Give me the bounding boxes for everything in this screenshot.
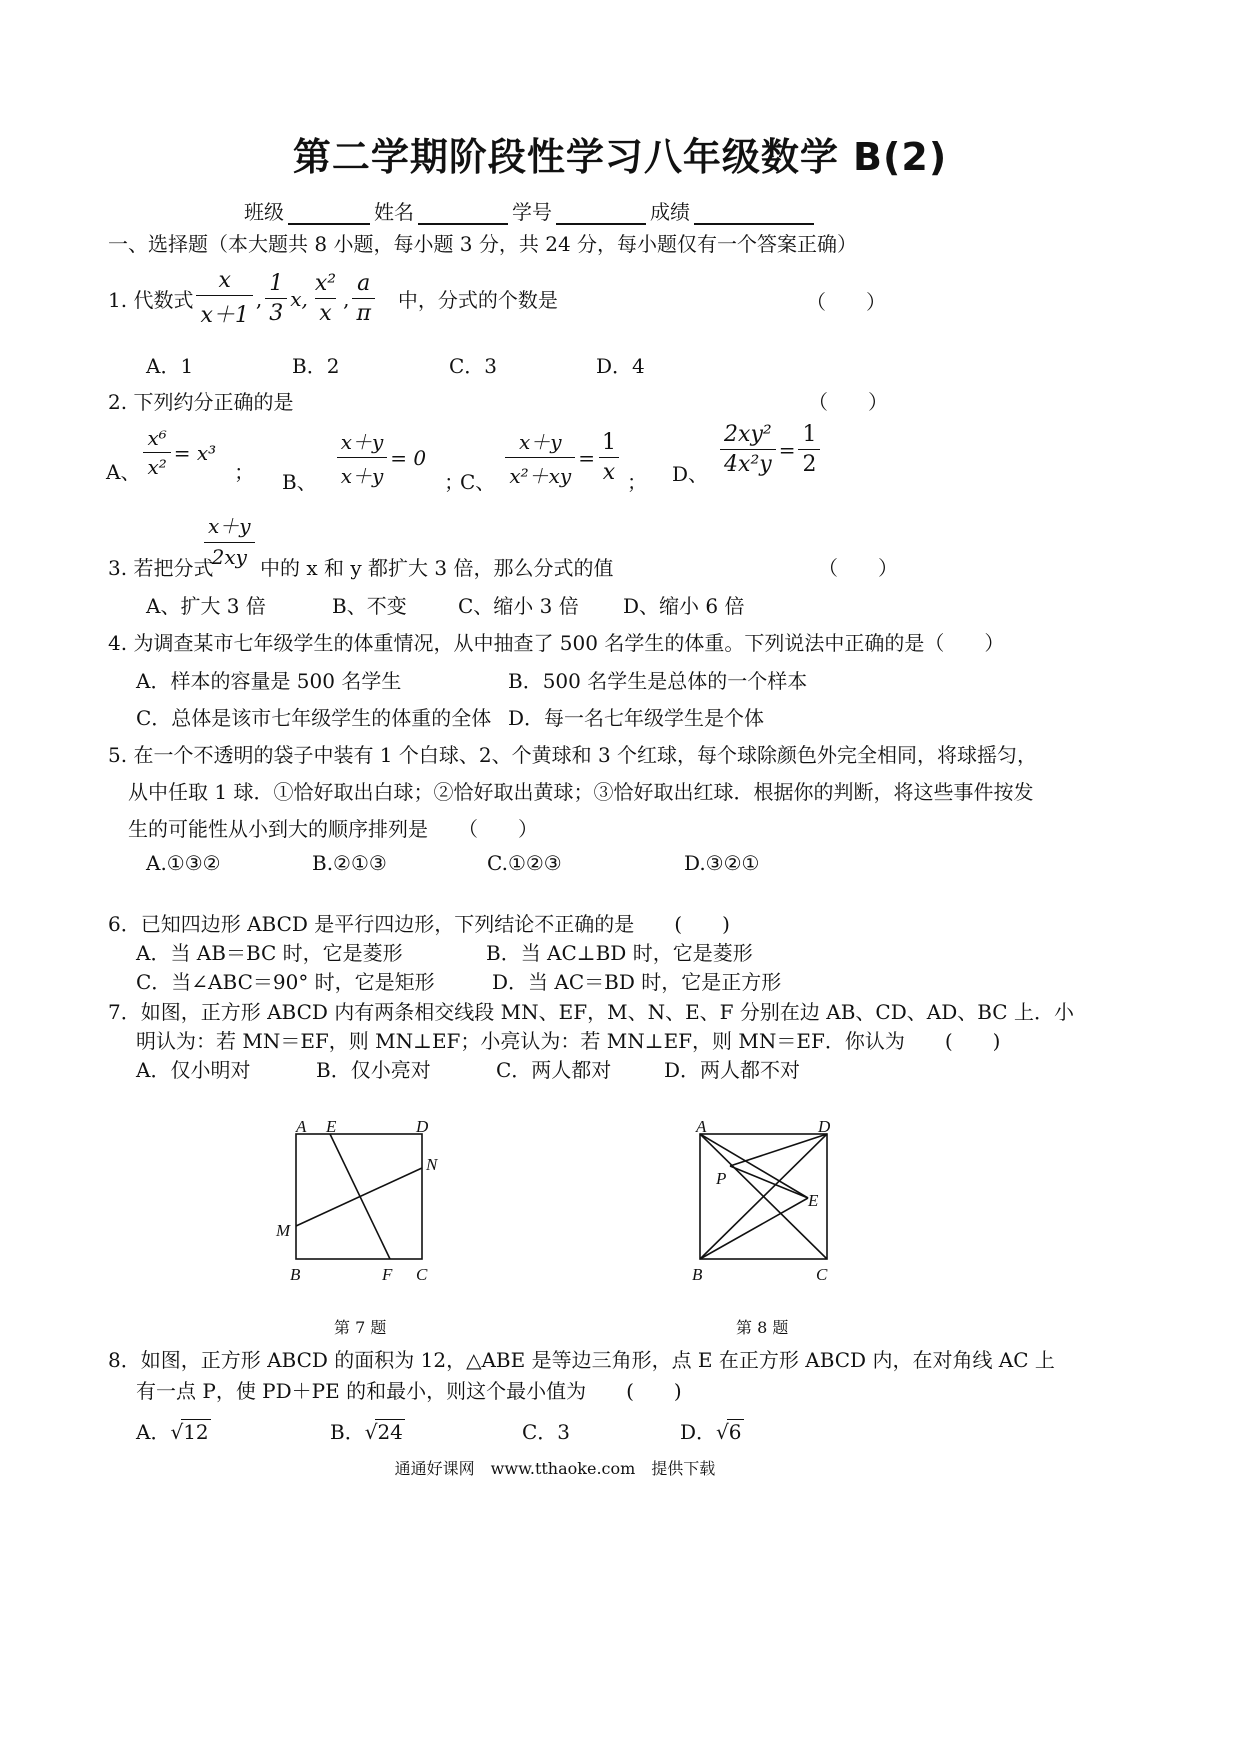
fig8-label-a: A — [696, 1117, 707, 1136]
figure-8-caption: 第 8 题 — [736, 1318, 789, 1337]
student-info-line — [244, 196, 818, 225]
q7-option-a: A．仅小明对 — [136, 1058, 251, 1082]
q1-fraction-4: $\frac{a}{\pi}$ — [352, 271, 374, 326]
q1-fraction-3: $\frac{\text{x²}}{x}$ — [314, 271, 337, 326]
fig8-segment-dp — [730, 1134, 827, 1166]
q3-option-b: B、不变 — [332, 594, 407, 618]
q2-d-rhs-fraction: $\frac{1}{2}$ — [798, 422, 820, 477]
id-label: 学号 — [512, 200, 552, 224]
section-heading: 一、选择题（本大题共 8 小题，每小题 3 分，共 24 分，每小题仅有一个答案正确） — [108, 232, 858, 256]
figure-8-square — [680, 1108, 880, 1288]
question-5-line-2: 从中任取 1 球．①恰好取出白球；②恰好取出黄球；③恰好取出红球．根据你的判断，将这些事件按发 — [128, 780, 1034, 804]
fig7-label-a: A — [296, 1117, 307, 1136]
q1-text-b: 中，分式的个数是 — [397, 288, 558, 312]
fig7-label-m: M — [276, 1221, 291, 1240]
question-5-line-3: 生的可能性从小到大的顺序排列是 （ ） — [128, 817, 538, 841]
question-1-stem: 1. 代数式 $\frac{x}{x+1}$ , $\frac{1}{3}$ x, $\frac{\text{x²}}{x}$ , $\frac{a}{\pi}$ 中，分式的个数是 — [108, 268, 558, 328]
q2-answer-paren: （ ） — [808, 390, 888, 414]
q1-option-c: C．3 — [449, 354, 498, 378]
q1-option-d: D．4 — [596, 354, 645, 378]
q8-option-d: D．√6 — [680, 1420, 742, 1444]
q4-option-d: D．每一名七年级学生是个体 — [508, 706, 765, 730]
q1-answer-paren: （ ） — [806, 290, 886, 314]
question-7-line-2: 明认为：若 MN＝EF，则 MN⊥EF；小亮认为：若 MN⊥EF，则 MN＝EF．你认为 ( ) — [136, 1029, 1001, 1053]
q4-option-a: A．样本的容量是 500 名学生 — [136, 669, 402, 693]
q2-option-c: C、 $\frac{x+y}{\text{x²＋xy}}$ = $\frac{1}{x}$ ； — [460, 426, 647, 489]
fig8-segment-pe — [730, 1166, 808, 1198]
question-5-line-1: 5. 在一个不透明的袋子中装有 1 个白球、2、个黄球和 3 个红球，每个球除颜色外完全相同，将球摇匀， — [108, 743, 1038, 767]
name-label: 姓名 — [374, 200, 414, 224]
q2-option-b: B、 $\frac{x+y}{x+y}$ = 0 ； — [282, 426, 464, 489]
q8-option-b: B．√24 — [330, 1420, 403, 1444]
page-footer: 通通好课网 www.tthaoke.com 提供下载 — [394, 1459, 716, 1478]
q1-fraction-1: $\frac{x}{x+1}$ — [196, 268, 252, 329]
q3-answer-paren: （ ） — [818, 556, 898, 580]
fig8-label-p: P — [716, 1169, 727, 1188]
figure-7-caption: 第 7 题 — [334, 1318, 387, 1337]
q7-option-d: D．两人都不对 — [664, 1058, 801, 1082]
q3-option-a: A、扩大 3 倍 — [146, 594, 266, 618]
class-label: 班级 — [244, 200, 284, 224]
fig8-label-e: E — [808, 1191, 819, 1210]
fig8-segment-ae — [700, 1134, 808, 1198]
q6-option-b: B．当 AC⊥BD 时，它是菱形 — [486, 941, 753, 965]
q2-option-d: D、 $\frac{\text{2xy²}}{\text{4x²y}}$ = $\frac{1}{2}$ — [672, 422, 823, 477]
fig7-label-e: E — [326, 1117, 337, 1136]
question-4-stem: 4. 为调查某市七年级学生的体重情况，从中抽查了 500 名学生的体重。下列说法中正确的是（ ） — [108, 631, 1005, 655]
q2-a-fraction: $\frac{\text{x⁶}}{\text{x²}}$ — [143, 426, 170, 479]
q4-option-b: B．500 名学生是总体的一个样本 — [508, 669, 808, 693]
score-blank — [694, 201, 814, 225]
q5-option-b: B.②①③ — [312, 851, 387, 875]
q2-b-fraction: $\frac{x+y}{x+y}$ — [337, 426, 388, 489]
question-6-stem: 6．已知四边形 ABCD 是平行四边形，下列结论不正确的是 ( ) — [108, 912, 730, 936]
question-8-line-1: 8．如图，正方形 ABCD 的面积为 12，△ABE 是等边三角形，点 E 在正方形 ABCD 内，在对角线 AC 上 — [108, 1348, 1055, 1372]
q7-option-c: C．两人都对 — [496, 1058, 612, 1082]
name-blank — [418, 201, 508, 225]
q5-option-c: C.①②③ — [487, 851, 562, 875]
page-title: 第二学期阶段性学习八年级数学 B(2) — [292, 135, 948, 179]
q3-option-c: C、缩小 3 倍 — [458, 594, 579, 618]
q7-option-b: B．仅小亮对 — [316, 1058, 431, 1082]
question-7-line-1: 7．如图，正方形 ABCD 内有两条相交线段 MN、EF，M、N、E、F 分别在边 AB、CD、AD、BC 上．小 — [108, 1000, 1074, 1024]
q1-option-a: A．1 — [146, 354, 194, 378]
q2-c-rhs-fraction: $\frac{1}{x}$ — [598, 430, 620, 485]
fig7-label-c: C — [416, 1265, 428, 1284]
q1-text-a: 1. 代数式 — [108, 288, 194, 312]
q5-option-d: D.③②① — [684, 851, 760, 875]
q3-text-b: 中的 x 和 y 都扩大 3 倍，那么分式的值 — [260, 556, 614, 580]
q8-option-c: C．3 — [522, 1420, 571, 1444]
q6-option-d: D．当 AC＝BD 时，它是正方形 — [492, 970, 782, 994]
class-blank — [288, 201, 370, 225]
q6-option-c: C．当∠ABC＝90° 时，它是矩形 — [136, 970, 435, 994]
fig7-label-f: F — [382, 1265, 393, 1284]
fig8-label-c: C — [816, 1265, 828, 1284]
q3-fraction: x＋y 2xy — [204, 510, 255, 569]
score-label: 成绩 — [650, 200, 690, 224]
q5-option-a: A.①③② — [146, 851, 221, 875]
q3-option-d: D、缩小 6 倍 — [623, 594, 745, 618]
q4-option-c: C．总体是该市七年级学生的体重的全体 — [136, 706, 492, 730]
q1-fraction-2: $\frac{1}{3}$ — [265, 271, 287, 326]
q8-option-a: A．√12 — [136, 1420, 209, 1444]
q2-option-a: A、 $\frac{\text{x⁶}}{\text{x²}}$ = x³ ； — [106, 426, 255, 484]
q1-option-b: B．2 — [292, 354, 340, 378]
fig8-label-d: D — [818, 1117, 831, 1136]
fig7-label-n: N — [426, 1155, 438, 1174]
fig7-label-b: B — [290, 1265, 301, 1284]
q2-d-fraction: $\frac{\text{2xy²}}{\text{4x²y}}$ — [720, 422, 776, 477]
q6-option-a: A．当 AB＝BC 时，它是菱形 — [136, 941, 403, 965]
fig7-segment-mn — [296, 1168, 422, 1226]
question-8-line-2: 有一点 P，使 PD＋PE 的和最小，则这个最小值为 ( ) — [136, 1379, 682, 1403]
figure-7-square — [260, 1108, 460, 1288]
fig7-label-d: D — [416, 1117, 429, 1136]
fig8-segment-be — [700, 1198, 808, 1259]
question-2-stem: 2. 下列约分正确的是 — [108, 390, 294, 414]
q3-text-a: 3. 若把分式 — [108, 556, 214, 580]
fig8-label-b: B — [692, 1265, 703, 1284]
q2-c-fraction: $\frac{x+y}{\text{x²＋xy}}$ — [505, 426, 575, 489]
id-blank — [556, 201, 646, 225]
